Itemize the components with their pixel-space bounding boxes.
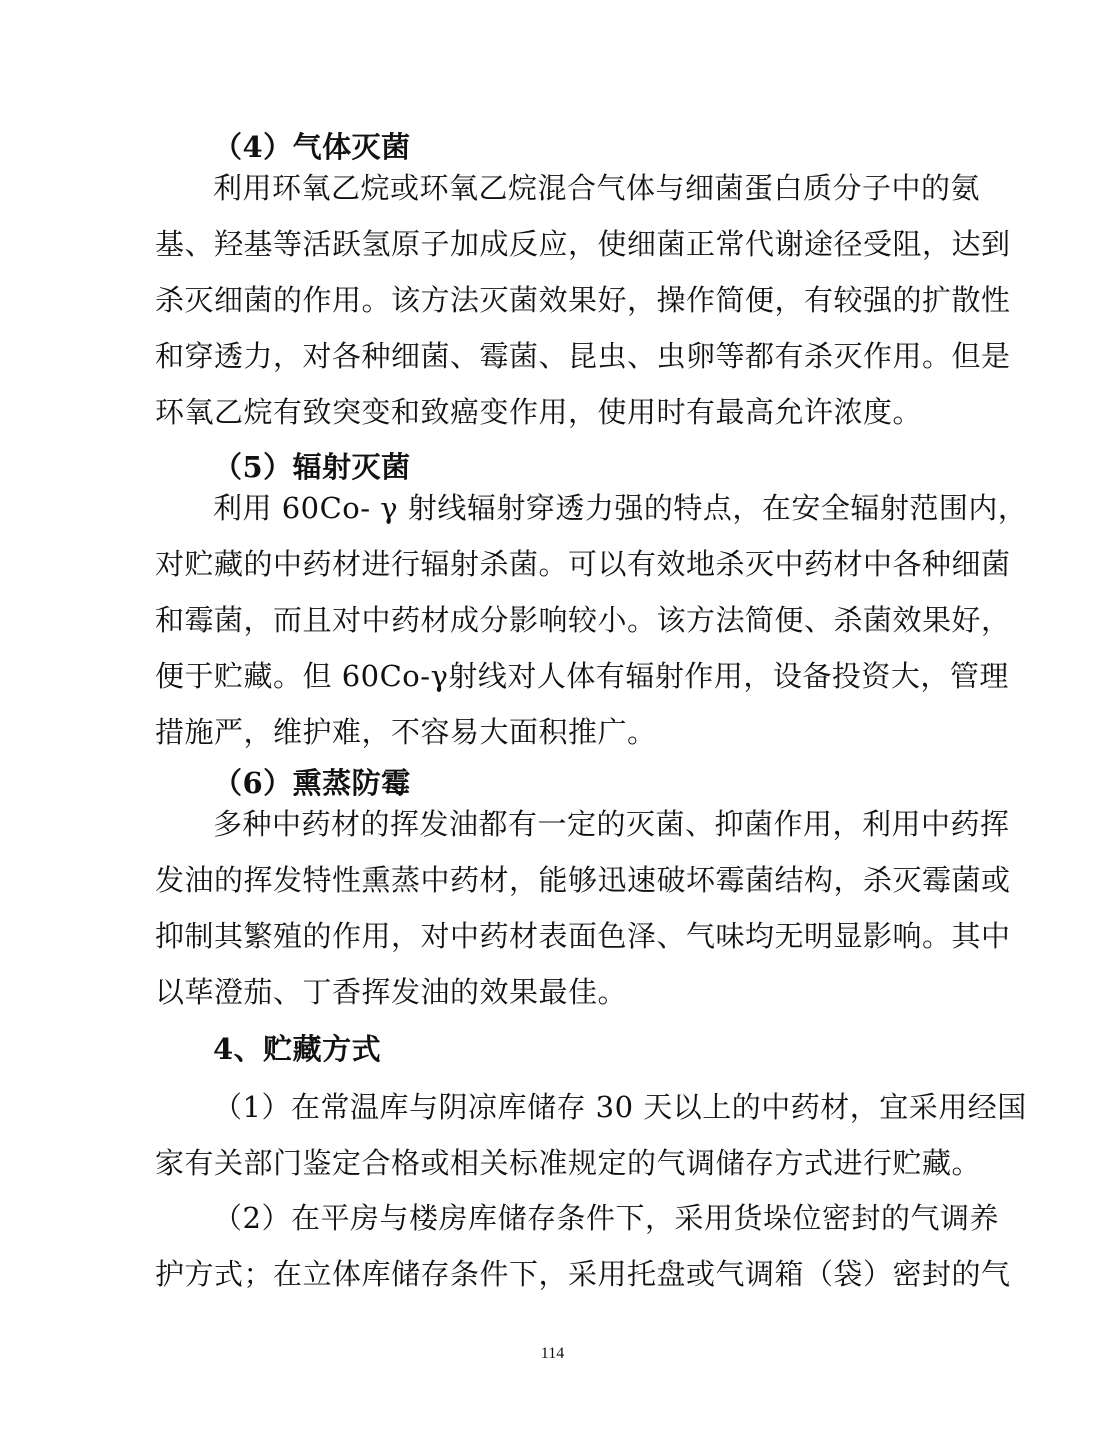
paragraph-line: 基、羟基等活跃氢原子加成反应，使细菌正常代谢途径受阻，达到	[155, 227, 1011, 261]
paragraph-line: 护方式；在立体库储存条件下，采用托盘或气调箱（袋）密封的气	[155, 1257, 1011, 1291]
paragraph-line: 和霉菌，而且对中药材成分影响较小。该方法简便、杀菌效果好，	[155, 603, 1011, 637]
paragraph-line: 环氧乙烷有致突变和致癌变作用，使用时有最高允许浓度。	[155, 395, 923, 429]
paragraph-line: 和穿透力，对各种细菌、霉菌、昆虫、虫卵等都有杀灭作用。但是	[155, 339, 1011, 373]
paragraph-line: 措施严，维护难，不容易大面积推广。	[155, 715, 657, 749]
paragraph-line: 对贮藏的中药材进行辐射杀菌。可以有效地杀灭中药材中各种细菌	[155, 547, 1011, 581]
paragraph-line: 发油的挥发特性熏蒸中药材，能够迅速破坏霉菌结构，杀灭霉菌或	[155, 863, 1011, 897]
section-heading-storage-methods: 4、贮藏方式	[213, 1032, 382, 1066]
paragraph-line: （2）在平房与楼房库储存条件下，采用货垛位密封的气调养	[213, 1201, 999, 1235]
paragraph-line: 家有关部门鉴定合格或相关标准规定的气调储存方式进行贮藏。	[155, 1146, 982, 1180]
page-number: 114	[540, 1345, 565, 1362]
section-heading-gas-sterilization: （4）气体灭菌	[213, 130, 411, 164]
paragraph-line: （1）在常温库与阴凉库储存 30 天以上的中药材，宜采用经国	[213, 1090, 1027, 1124]
paragraph-line: 以荜澄茄、丁香挥发油的效果最佳。	[155, 975, 628, 1009]
paragraph-line: 杀灭细菌的作用。该方法灭菌效果好，操作简便，有较强的扩散性	[155, 283, 1011, 317]
section-heading-fumigation: （6）熏蒸防霉	[213, 766, 411, 800]
section-heading-radiation-sterilization: （5）辐射灭菌	[213, 450, 411, 484]
paragraph-line: 利用环氧乙烷或环氧乙烷混合气体与细菌蛋白质分子中的氨	[213, 171, 981, 205]
paragraph-line: 便于贮藏。但 60Co-γ射线对人体有辐射作用，设备投资大，管理	[155, 659, 1009, 693]
paragraph-line: 抑制其繁殖的作用，对中药材表面色泽、气味均无明显影响。其中	[155, 919, 1011, 953]
paragraph-line: 利用 60Co- γ 射线辐射穿透力强的特点，在安全辐射范围内，	[213, 491, 1028, 525]
paragraph-line: 多种中药材的挥发油都有一定的灭菌、抑菌作用，利用中药挥	[213, 807, 1010, 841]
